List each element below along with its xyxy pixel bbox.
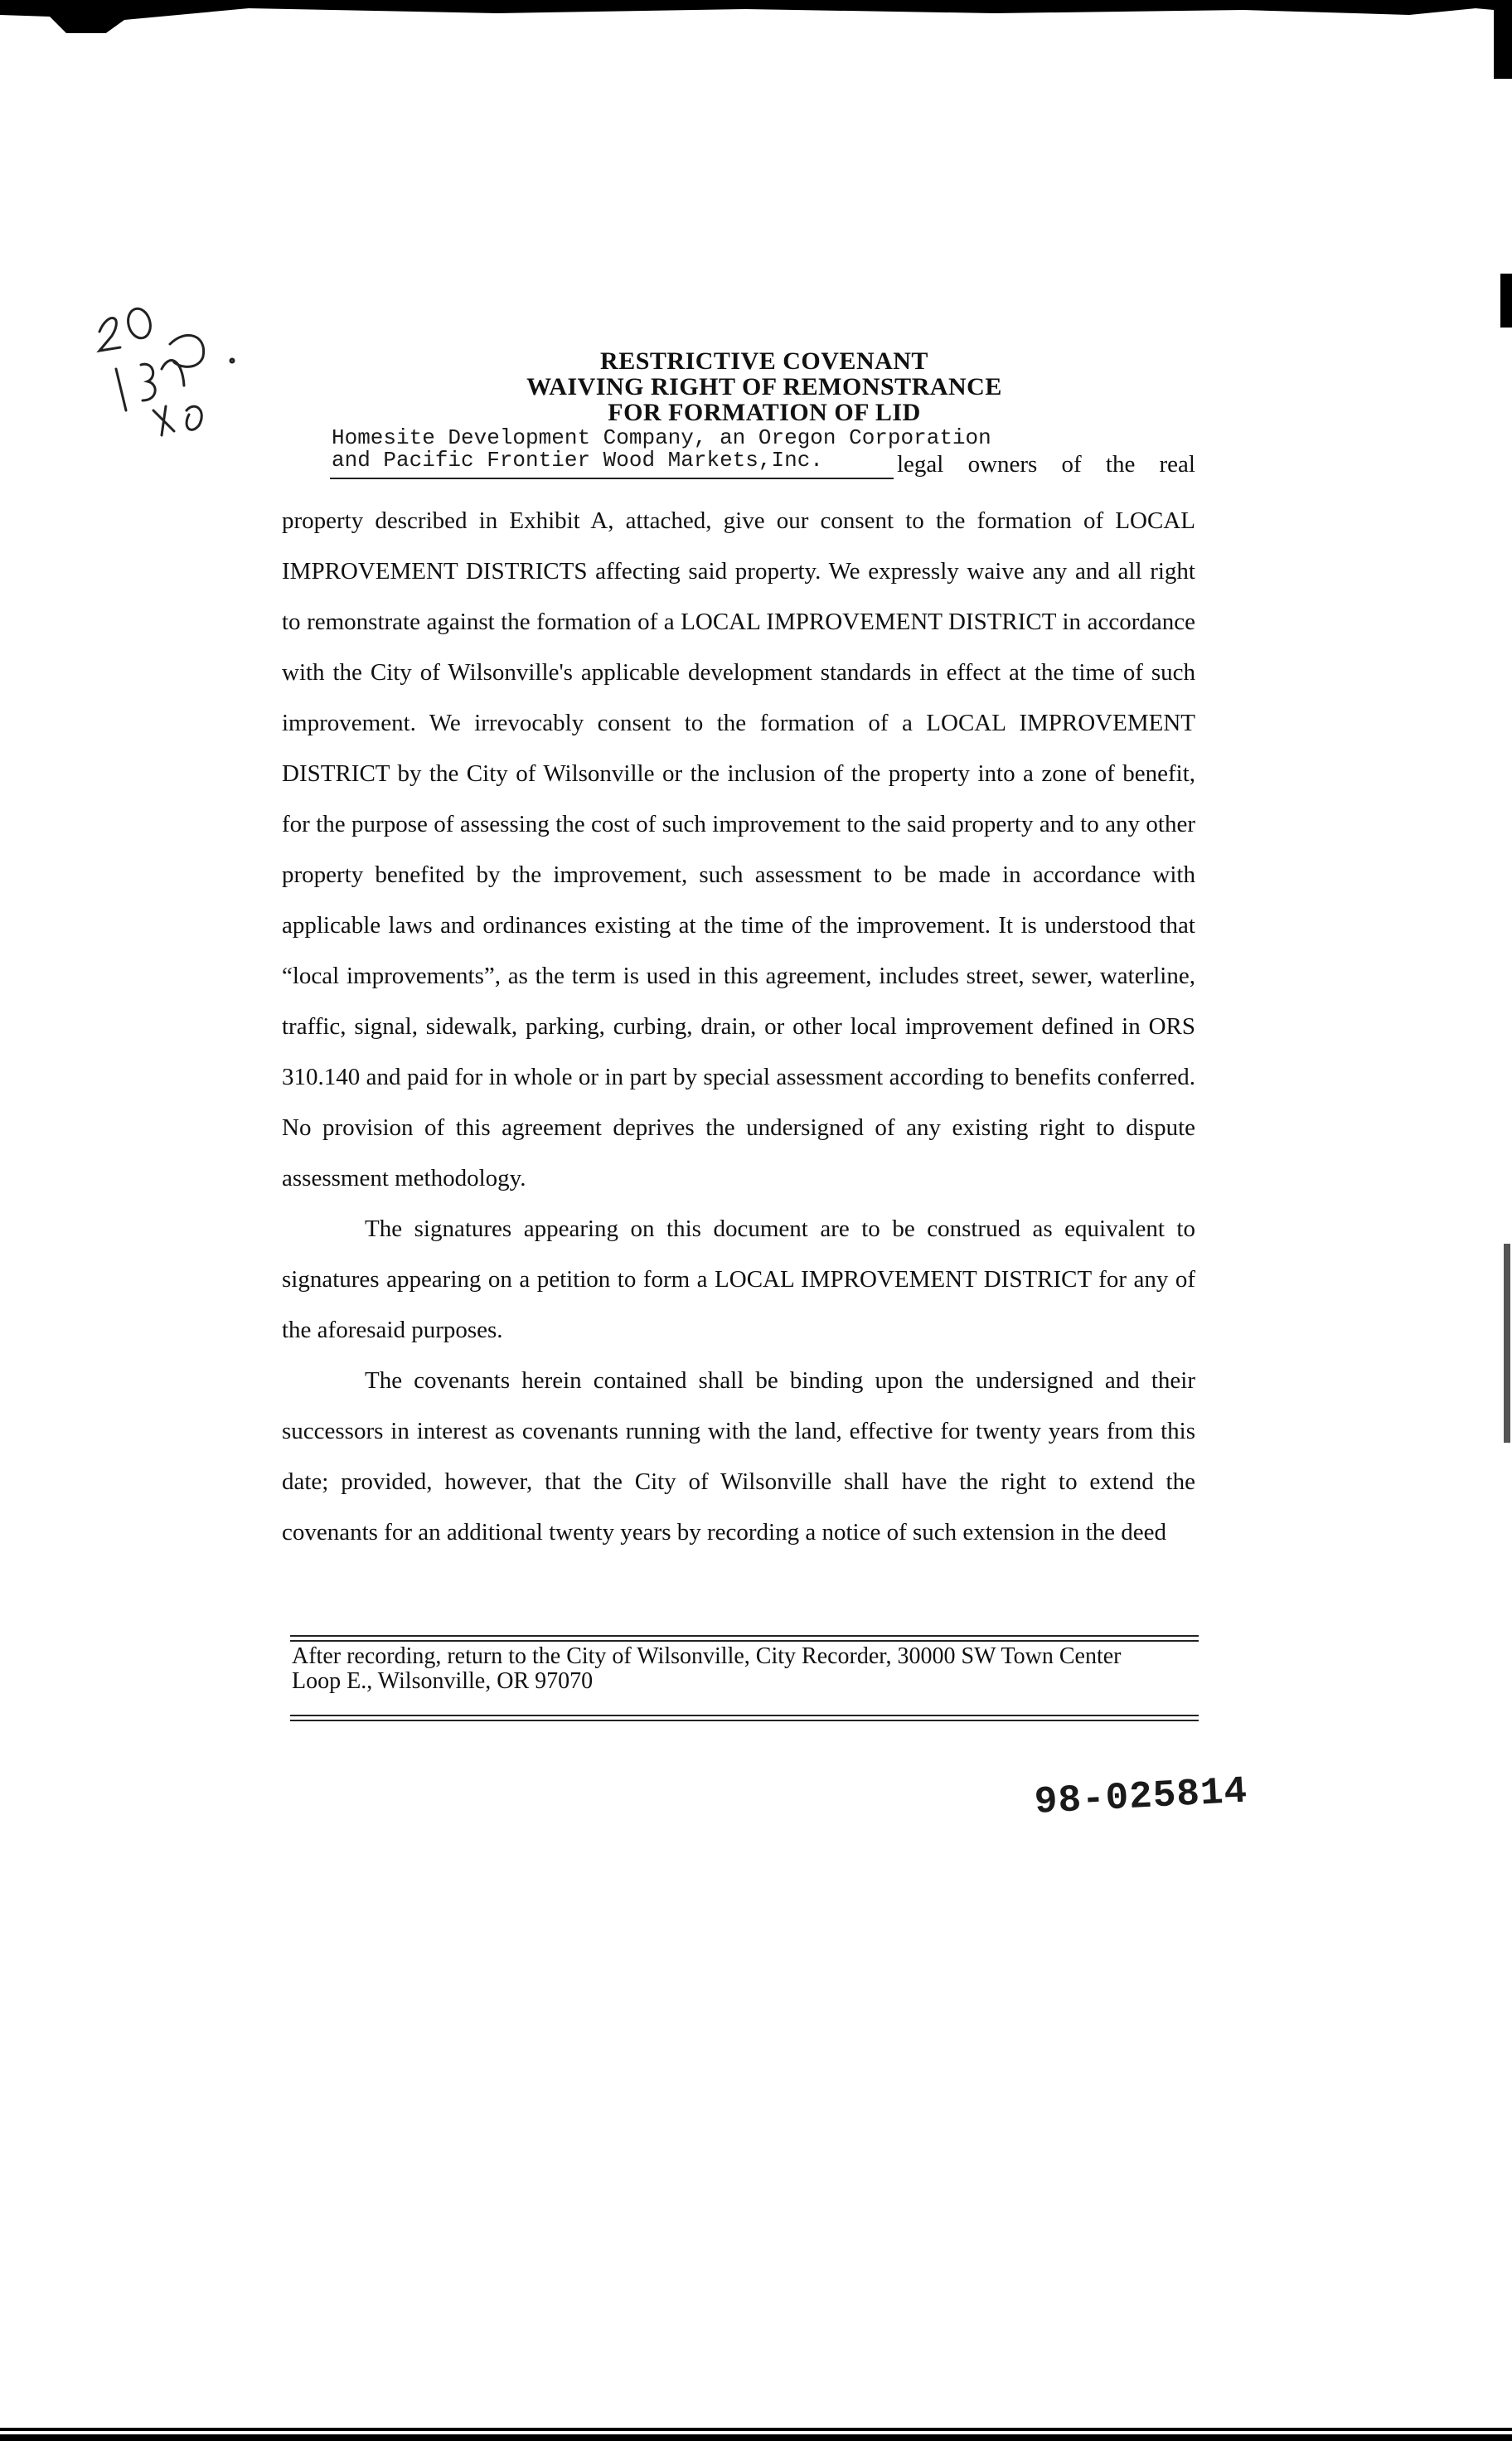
covenant-body: [282, 496, 1195, 1558]
paragraph-consent: property described in Exhibit A, attached, give our consent to the formation of LOCAL IMPROVEMENT DISTRICTS affecting said property. We expressly waive any and all right to remonstrate against the formation of a LOCAL IMPROVEMENT DISTRICT in accordance with the City of Wilsonville's applicable development standards in effect at the time of such improvement. We irrevocably consent to the formation of a LOCAL IMPROVEMENT DISTRICT by the City of Wilsonville or the inclusion of the property into a zone of benefit, for the purpose of assessing the cost of such improvement to the said property and to any other property benefited by the improvement, such assessment to be made in accordance with applicable laws and ordinances existing at the time of the improvement. It is understood that “local improvements”, as the term is used in this agreement, includes street, sewer, waterline, traffic, signal, sidewalk, parking, curbing, drain, or other local improvement defined in ORS 310.140 and paid for in whole or in part by special assessment according to benefits conferred. No provision of this agreement deprives the undersigned of any existing right to dispute assessment methodology.: [282, 507, 1195, 1191]
typed-owner-underline: [330, 478, 894, 479]
divider-top-1: [290, 1635, 1199, 1637]
title-line-3: FOR FORMATION OF LID: [608, 399, 921, 426]
return-address-line-1: After recording, return to the City of Wilsonville, City Recorder, 30000 SW Town Center: [292, 1643, 1122, 1669]
typed-owner-line-2: and Pacific Frontier Wood Markets,Inc.: [332, 448, 823, 473]
title-block: [0, 348, 1512, 425]
legal-owners-text: legal owners of the real: [897, 451, 1195, 478]
title-line-2: WAIVING RIGHT OF REMONSTRANCE: [526, 373, 1002, 400]
typed-owner-line-1: Homesite Development Company, an Oregon Corporation: [332, 425, 991, 450]
divider-bottom-2: [290, 1720, 1199, 1721]
paragraph-binding-covenants: The covenants herein contained shall be binding upon the undersigned and their successors in interest as covenants running with the land, effective for twenty years from this date; provided, however, that the City of Wilsonville shall have the right to extend the covenants for an additional twenty years by recording a notice of such extension in the deed: [282, 1367, 1195, 1546]
return-address: [292, 1644, 1204, 1694]
divider-bottom-1: [290, 1715, 1199, 1716]
return-address-line-2: Loop E., Wilsonville, OR 97070: [292, 1668, 594, 1694]
record-number-stamp: 98-025814: [1033, 1769, 1249, 1824]
scan-edge-bottom: [0, 2411, 1512, 2441]
scan-edge-top: [0, 0, 1512, 33]
divider-top-2: [290, 1640, 1199, 1642]
title-line-1: RESTRICTIVE COVENANT: [600, 347, 928, 375]
paragraph-signatures: The signatures appearing on this document are to be construed as equivalent to signatures appearing on a petition to form a LOCAL IMPROVEMENT DISTRICT for any of the aforesaid purposes.: [282, 1216, 1195, 1343]
